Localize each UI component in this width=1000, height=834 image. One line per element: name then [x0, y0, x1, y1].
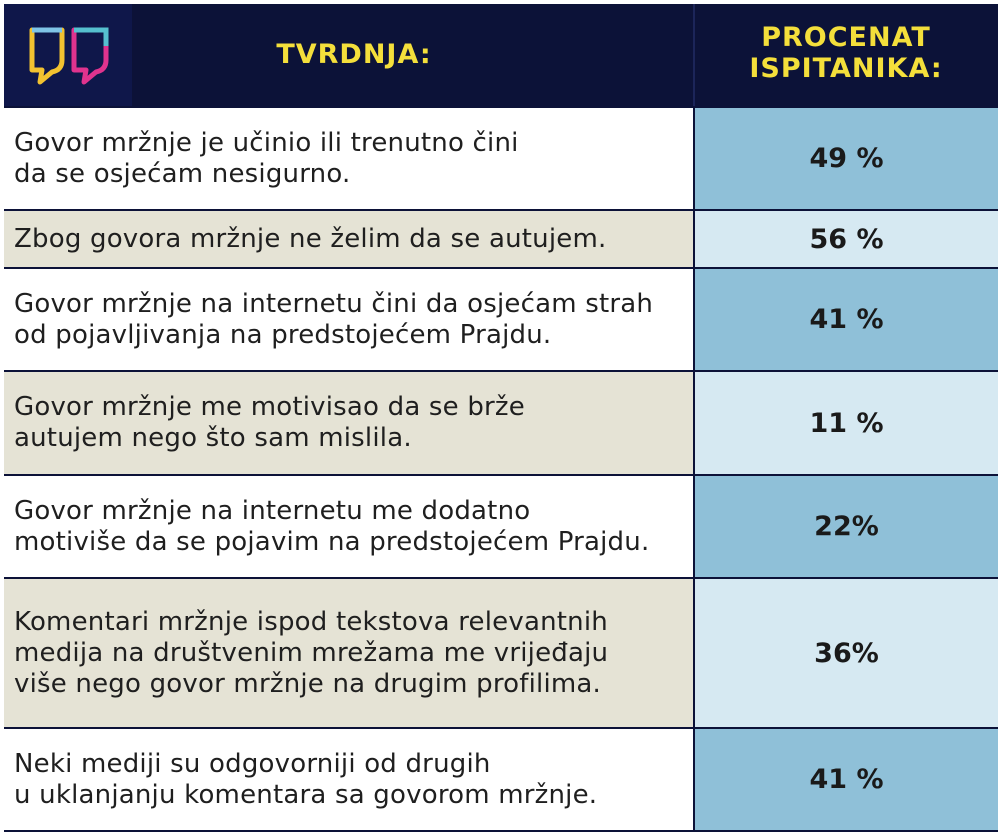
statement-cell: Govor mržnje na internetu čini da osjećam strah od pojavljivanja na predstojećem Prajdu. [4, 269, 693, 370]
table-row [4, 476, 998, 577]
table-row [4, 108, 998, 209]
percent-cell: 36% [695, 579, 998, 727]
percent-cell: 49 % [695, 108, 998, 209]
table-row [4, 269, 998, 370]
percent-cell: 41 % [695, 269, 998, 370]
percent-column-header [694, 22, 998, 84]
statement-column-header: TVRDNJA: [276, 39, 432, 70]
survey-table [4, 4, 998, 832]
statement-cell: Govor mržnje je učinio ili trenutno čini da se osjećam nesigurno. [4, 108, 693, 209]
logo [4, 4, 132, 106]
statement-cell: Neki mediji su odgovorniji od drugih u uklanjanju komentara sa govorom mržnje. [4, 729, 693, 830]
percent-header-line-1: PROCENAT [761, 22, 931, 53]
table-row [4, 579, 998, 727]
quote-marks-logo-icon [28, 26, 112, 86]
statement-cell: Zbog govora mržnje ne želim da se autujem. [4, 211, 693, 267]
percent-cell: 22% [695, 476, 998, 577]
statement-cell: Komentari mržnje ispod tekstova relevantnih medija na društvenim mrežama me vrijeđaju više nego govor mržnje na drugim profilima. [4, 579, 693, 727]
table-row [4, 372, 998, 474]
percent-cell: 41 % [695, 729, 998, 830]
table-row [4, 211, 998, 267]
table-row [4, 729, 998, 830]
statement-cell: Govor mržnje me motivisao da se brže autujem nego što sam mislila. [4, 372, 693, 474]
percent-header-line-2: ISPITANIKA: [749, 53, 943, 84]
percent-cell: 11 % [695, 372, 998, 474]
statement-cell: Govor mržnje na internetu me dodatno motiviše da se pojavim na predstojećem Prajdu. [4, 476, 693, 577]
percent-cell: 56 % [695, 211, 998, 267]
table-header [4, 4, 998, 106]
